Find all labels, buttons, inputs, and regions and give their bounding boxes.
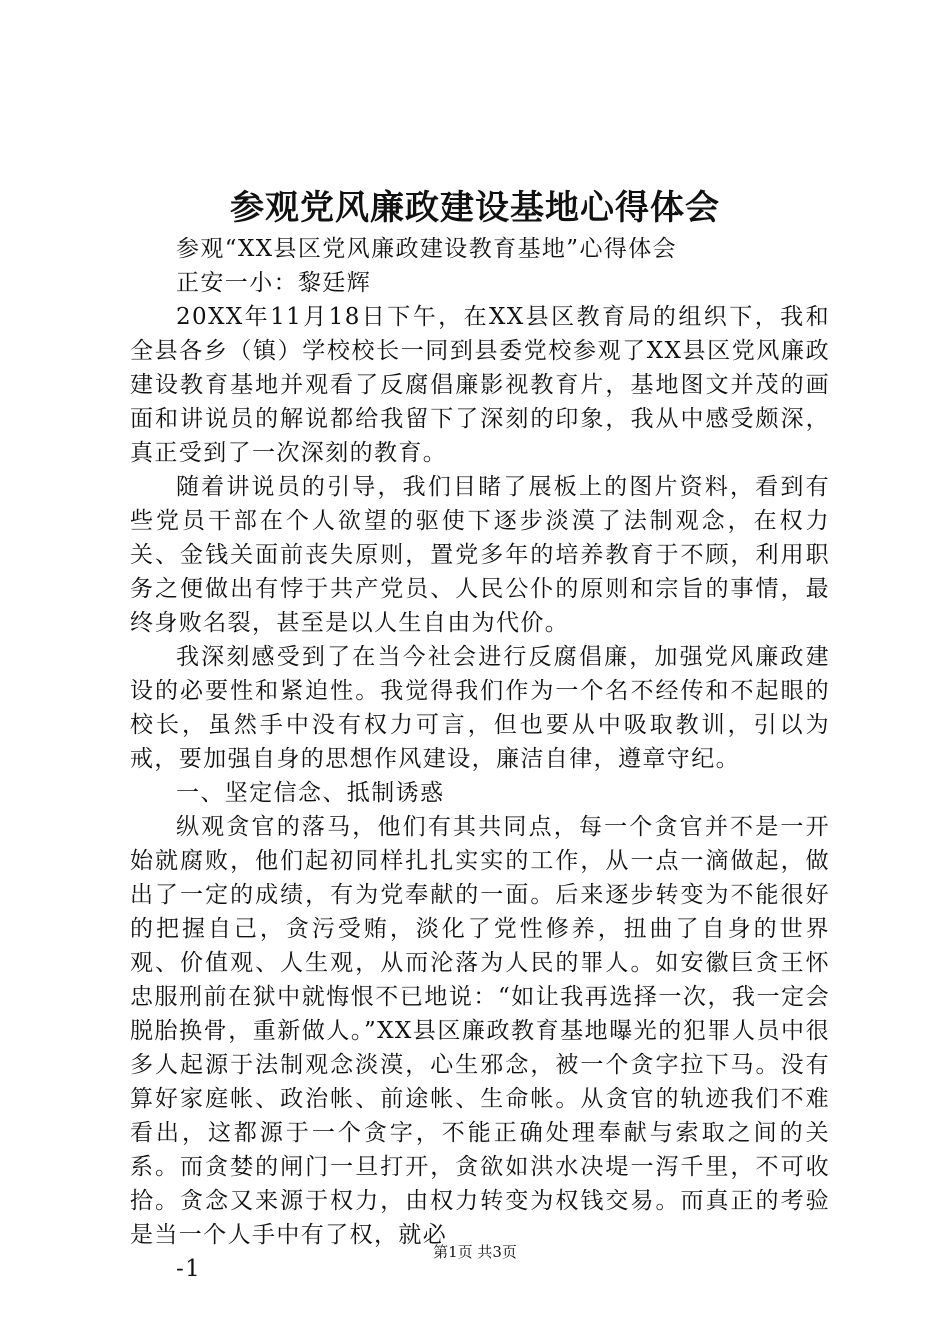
section-heading: 一、坚定信念、抵制诱惑 (176, 780, 445, 806)
paragraph-1: 20XX年11月18日下午，在XX县区教育局的组织下，我和全县各乡（镇）学校校长一同到县委党校参观了XX县区党风廉政建设教育基地并观看了反腐倡廉影视教育片，基地图文并茂的画面和讲说员的解说都给我留下了深刻的印象，我从中感受颇深，真正受到了一次深刻的教育。 (130, 304, 830, 466)
paragraph-3: 我深刻感受到了在当今社会进行反腐倡廉，加强党风廉政建设的必要性和紧迫性。我觉得我们作为一个名不经传和不起眼的校长，虽然手中没有权力可言，但也要从中吸取教训，引以为戒，要加强自身的思想作风建设，廉洁自律，遵章守纪。 (130, 644, 830, 772)
document-title: 参观党风廉政建设基地心得体会 (230, 188, 720, 228)
page-footer: 第1页 共3页 (433, 1243, 517, 1261)
paragraph-4: 纵观贪官的落马，他们有其共同点，每一个贪官并不是一开始就腐败，他们起初同样扎扎实实的工作，从一点一滴做起，做出了一定的成绩，有为党奉献的一面。后来逐步转变为不能很好的把握自己，贪污受贿，淡化了党性修养，扭曲了自身的世界观、价值观、人生观，从而沦落为人民的罪人。如安徽巨贪王怀忠服刑前在狱中就悔恨不已地说：“如让我再选择一次，我一定会脱胎换骨，重新做人。”XX县区廉政教育基地曝光的犯罪人员中很多人起源于法制观念淡漠，心生邪念，被一个贪字拉下马。没有算好家庭帐、政治帐、前途帐、生命帐。从贪官的轨迹我们不难看出，这都源于一个贪字，不能正确处理奉献与索取之间的关系。而贪婪的闸门一旦打开，贪欲如洪水决堤一泻千里，不可收拾。贪念又来源于权力，由权力转变为权钱交易。而真正的考验是当一个人手中有了权，就必 (130, 814, 830, 1248)
page-marker: -1 (176, 1256, 202, 1282)
document-body (130, 232, 830, 1286)
author-line: 正安一小：黎廷辉 (176, 270, 372, 296)
subtitle-line: 参观“XX县区党风廉政建设教育基地”心得体会 (176, 236, 678, 262)
paragraph-2: 随着讲说员的引导，我们目睹了展板上的图片资料，看到有些党员干部在个人欲望的驱使下逐步淡漠了法制观念，在权力关、金钱关面前丧失原则，置党多年的培养教育于不顾，利用职务之便做出有悖于共产党员、人民公仆的原则和宗旨的事情，最终身败名裂，甚至是以人生自由为代价。 (130, 474, 830, 636)
